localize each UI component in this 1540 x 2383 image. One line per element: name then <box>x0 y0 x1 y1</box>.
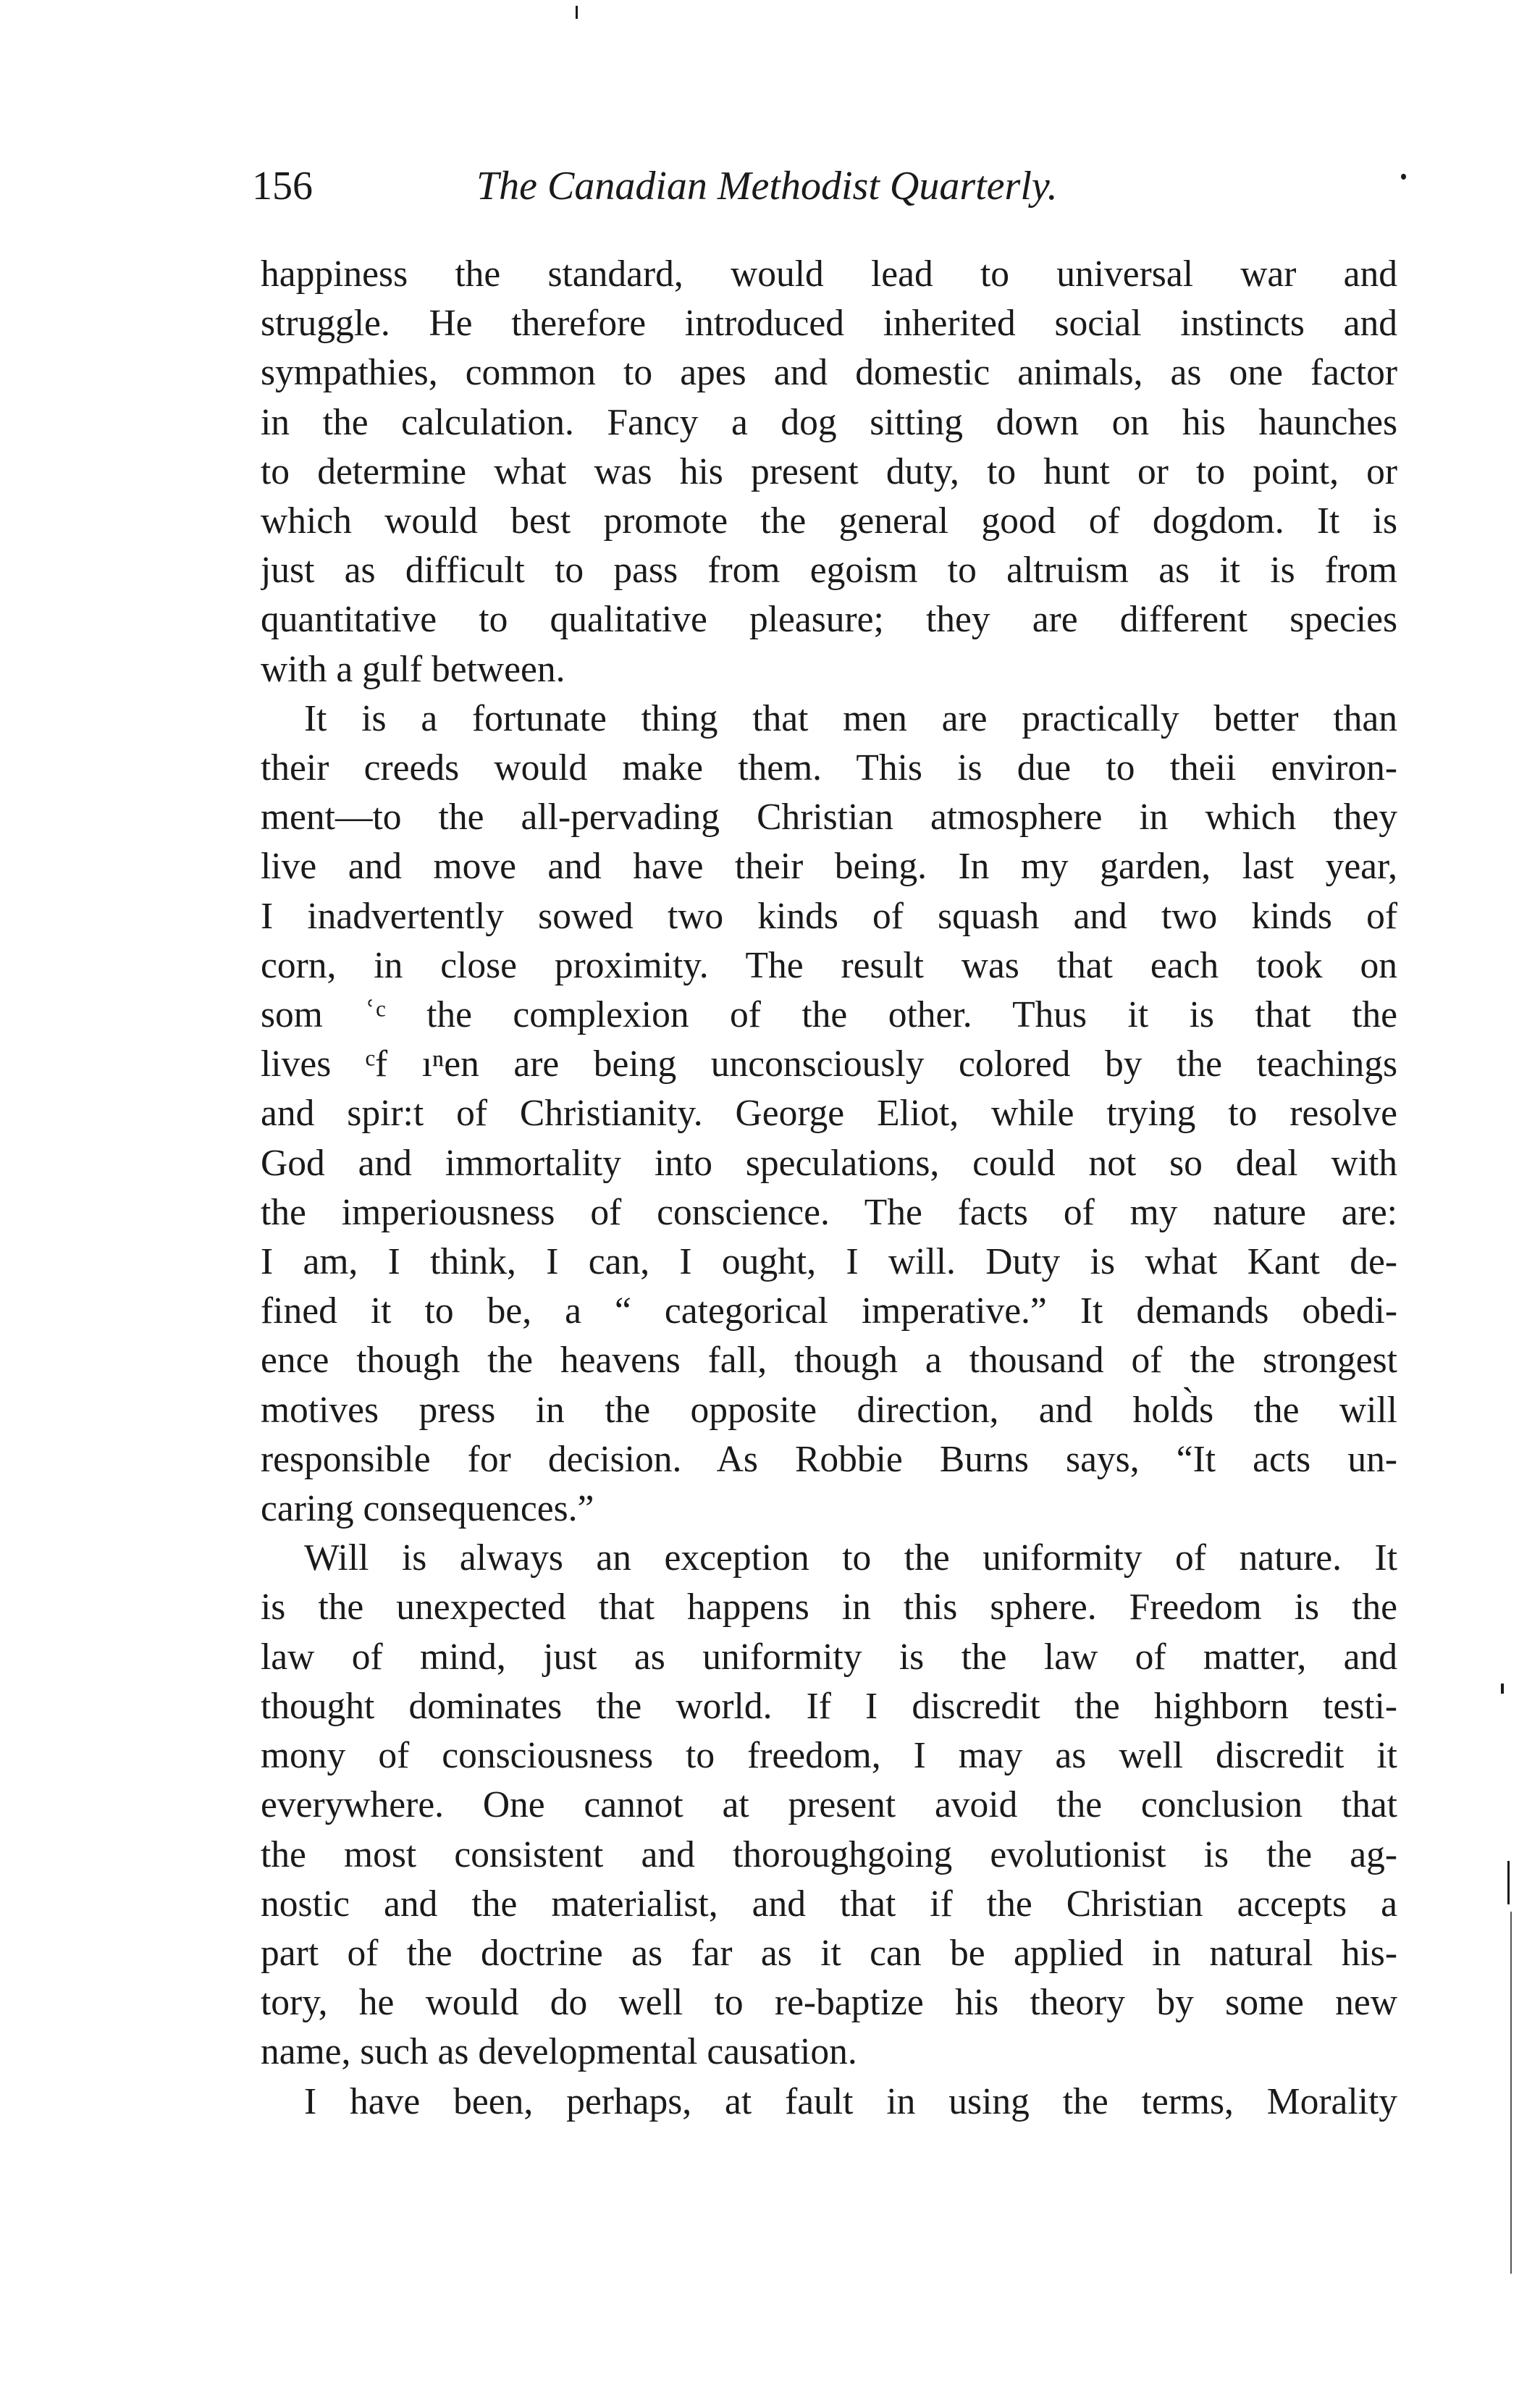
text-line: in the calculation. Fancy a dog sitting down on his haunches <box>261 401 1397 443</box>
ink-speck <box>1401 174 1406 180</box>
text-line: live and move and have their being. In my garden, last year, <box>261 846 1397 888</box>
text-line: name, such as developmental causation. <box>261 2031 857 2073</box>
margin-mark <box>1501 1684 1504 1694</box>
journal-title: The Canadian Methodist Quarterly. <box>476 164 1058 209</box>
text-line: mony of consciousness to freedom, I may as well discredit it <box>261 1735 1397 1777</box>
text-line: part of the doctrine as far as it can be applied in natural his- <box>261 1932 1397 1974</box>
text-line: lives ᶜf ıⁿen are being unconsciously colored by the teachings <box>261 1043 1397 1085</box>
text-line: I have been, perhaps, at fault in using the terms, Morality <box>304 2080 1397 2122</box>
paragraph-2 <box>261 694 1397 1534</box>
margin-mark <box>1510 1912 1512 2274</box>
text-line: nostic and the materialist, and that if the Christian accepts a <box>261 1883 1397 1925</box>
text-line: I am, I think, I can, I ought, I will. Duty is what Kant de- <box>261 1241 1397 1283</box>
text-line: sympathies, common to apes and domestic animals, as one factor <box>261 352 1397 394</box>
margin-mark <box>1507 1861 1510 1904</box>
paragraph-1 <box>261 250 1397 694</box>
text-line: their creeds would make them. This is due to theii environ- <box>261 747 1397 789</box>
text-line: the most consistent and thoroughgoing evolutionist is the ag- <box>261 1833 1397 1875</box>
text-line: with a gulf between. <box>261 648 565 690</box>
text-line: Will is always an exception to the uniformity of nature. It <box>304 1537 1397 1579</box>
text-line: is the unexpected that happens in this sphere. Freedom is the <box>261 1586 1397 1628</box>
text-line: to determine what was his present duty, to hunt or to point, or <box>261 450 1397 492</box>
ink-speck <box>576 6 578 19</box>
text-line: just as difficult to pass from egoism to altruism as it is from <box>261 550 1397 592</box>
text-line: motives press in the opposite direction, and hold̀s the will <box>261 1389 1397 1431</box>
text-line: It is a fortunate thing that men are practically better than <box>304 697 1397 739</box>
text-line: struggle. He therefore introduced inherited social instincts and <box>261 303 1397 345</box>
paragraph-4 <box>261 2077 1397 2127</box>
text-line: and spir:t of Christianity. George Eliot, while trying to resolve <box>261 1093 1397 1135</box>
text-line: the imperiousness of conscience. The facts of my nature are: <box>261 1191 1397 1233</box>
text-line: ence though the heavens fall, though a thousand of the strongest <box>261 1340 1397 1382</box>
text-line: responsible for decision. As Robbie Burns says, “It acts un- <box>261 1438 1397 1480</box>
text-line: which would best promote the general good of dogdom. It is <box>261 500 1397 542</box>
text-line: God and immortality into speculations, could not so deal with <box>261 1142 1397 1184</box>
paragraph-3 <box>261 1534 1397 2077</box>
running-head <box>252 161 1381 226</box>
text-line: law of mind, just as uniformity is the law of matter, and <box>261 1636 1397 1678</box>
text-line: quantitative to qualitative pleasure; they are different species <box>261 599 1397 641</box>
text-line: caring consequences.” <box>261 1488 594 1530</box>
text-line: corn, in close proximity. The result was that each took on <box>261 944 1397 986</box>
page-number: 156 <box>252 164 313 209</box>
text-line: ment—to the all-pervading Christian atmosphere in which they <box>261 797 1397 839</box>
text-line: I inadvertently sowed two kinds of squash and two kinds of <box>261 895 1397 937</box>
body-text <box>261 250 1397 2127</box>
text-line: fined it to be, a “ categorical imperative.” It demands obedi- <box>261 1290 1397 1332</box>
text-line: happiness the standard, would lead to universal war and <box>261 253 1397 295</box>
text-line: som ʿᶜ the complexion of the other. Thus it is that the <box>261 994 1397 1036</box>
text-line: everywhere. One cannot at present avoid the conclusion that <box>261 1784 1397 1826</box>
text-line: tory, he would do well to re-baptize his theory by some new <box>261 1982 1397 2024</box>
text-line: thought dominates the world. If I discredit the highborn testi- <box>261 1685 1397 1727</box>
